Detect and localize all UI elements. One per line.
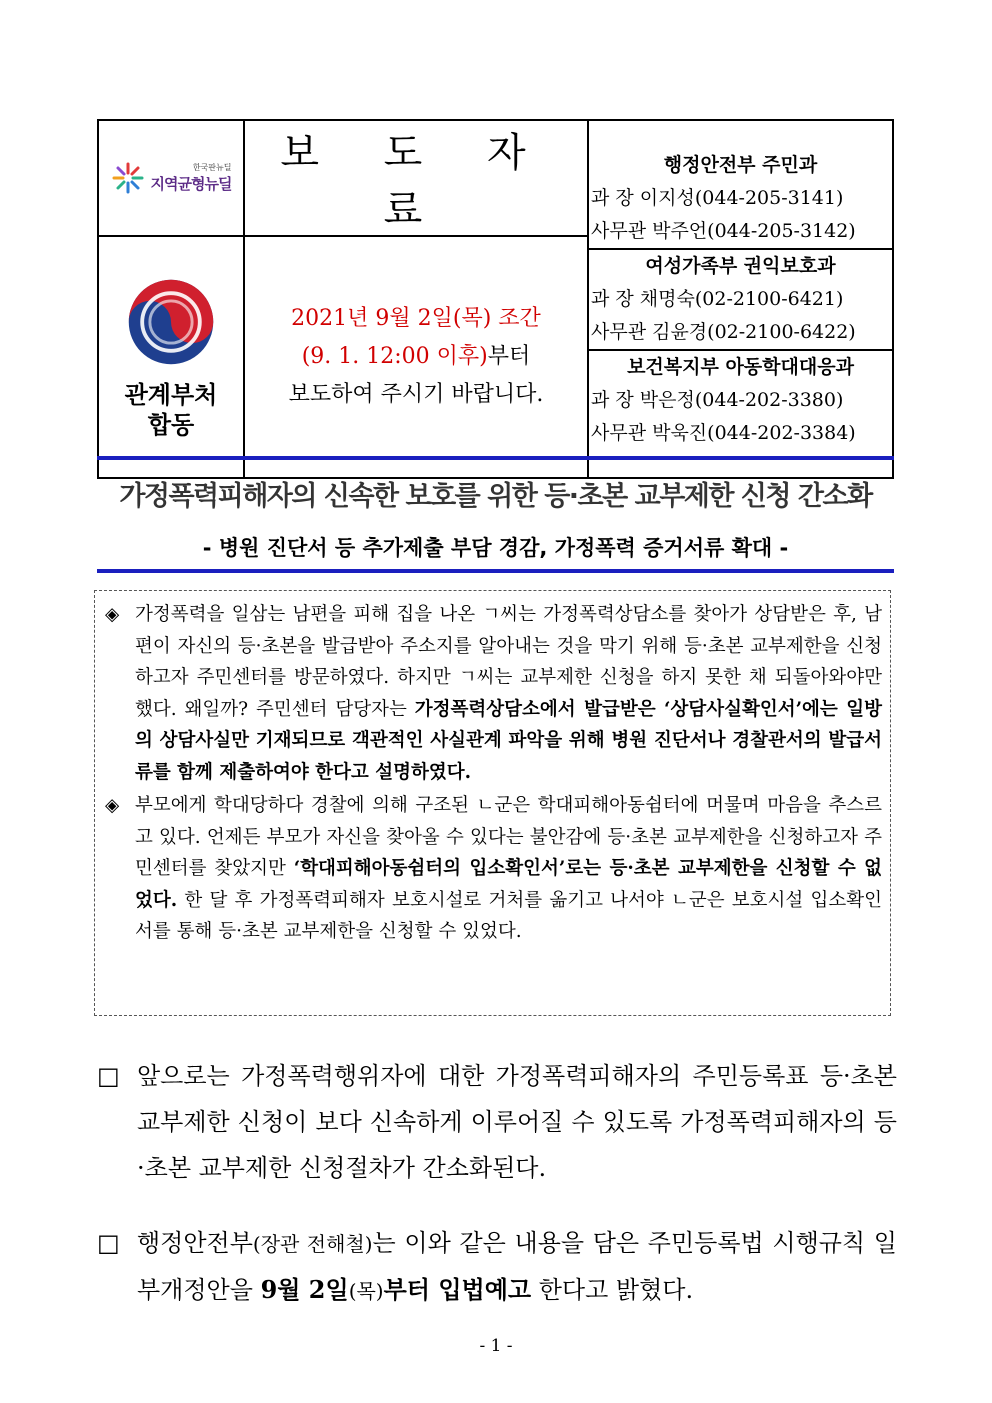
notice-weekday: (목) [348, 1279, 384, 1303]
headline-bottom-rule [97, 569, 894, 573]
subheadline: - 병원 진단서 등 추가제출 부담 경감, 가정폭력 증거서류 확대 - [202, 536, 789, 560]
headline-top-rule [97, 456, 894, 460]
case-example-2 [105, 790, 882, 948]
contact-line: 사무관 박주언(044-205-3142) [591, 219, 856, 242]
government-emblem-icon [123, 274, 219, 370]
embargo-time [245, 338, 587, 376]
logo-subtext: 한국판뉴딜 [192, 163, 232, 172]
new-deal-star-icon [111, 161, 145, 195]
case1-bold-text: 가정폭력상담소에서 발급받은 ‘상담사실확인서’에는 일방의 상담사실만 기재되므로 객관적인 사실관계 파악을 위해 병원 진단서나 경찰관서의 발급서류를 함께 제출하여야 한다고 설명하였다. [135, 698, 882, 783]
contact-line: 사무관 박욱진(044-202-3384) [591, 421, 856, 444]
embargo-notice [244, 236, 588, 478]
case2-bold-text: ‘학대피해아동쉼터의 입소확인서’로는 등·초본 교부제한을 신청할 수 없었다. [135, 858, 883, 911]
contact-block-mohw [589, 349, 892, 450]
contact-dept: 여성가족부 권익보호과 [645, 254, 836, 277]
square-bullet-icon: □ [97, 1229, 120, 1257]
contact-block-mogef [589, 248, 892, 349]
balanced-new-deal-logo [98, 120, 244, 236]
legislative-notice: 부터 입법예고 [383, 1275, 532, 1304]
embargo-time-red: (9. 1. 12:00 이후) [301, 344, 488, 369]
headline: 가정폭력피해자의 신속한 보호를 위한 등·초본 교부제한 신청 간소화 [119, 481, 872, 512]
logo-text: 지역균형뉴딜 [150, 175, 232, 193]
case-example-1 [105, 599, 882, 788]
paragraph-1-text: 앞으로는 가정폭력행위자에 대한 가정폭력피해자의 주민등록표 등·초본 교부제한 신청이 보다 신속하게 이루어질 수 있도록 가정폭력피해자의 등·초본 교부제한 신청절차가 간소화된다. [137, 1062, 897, 1182]
government-emblem-cell [98, 236, 244, 478]
contact-block-mois [589, 149, 892, 248]
paragraph-2-body: 는 이와 같은 내용을 담은 주민등록법 시행규칙 일부개정안을 [137, 1229, 897, 1304]
contacts-cell [588, 120, 893, 478]
diamond-bullet-icon: ◈ [105, 795, 120, 816]
embargo-time-suffix: 부터 [487, 344, 531, 369]
press-header-table [97, 119, 894, 479]
paragraph-2-ending: 한다고 밝혔다. [531, 1276, 694, 1304]
square-bullet-icon: □ [97, 1062, 120, 1090]
contact-line: 사무관 김윤경(02-2100-6422) [591, 320, 856, 343]
contact-line: 과 장 박은정(044-202-3380) [591, 388, 844, 411]
case-examples-box [94, 590, 891, 1016]
press-release-title: 보 도 자 료 [244, 120, 588, 236]
contact-dept: 보건복지부 아동학대대응과 [627, 355, 854, 378]
embargo-request: 보도하여 주시기 바랍니다. [288, 382, 544, 407]
diamond-bullet-icon: ◈ [105, 604, 120, 625]
body-paragraph-2 [97, 1220, 897, 1314]
contact-line: 과 장 채명숙(02-2100-6421) [591, 287, 844, 310]
paragraph-2-text [137, 1220, 897, 1314]
case1-text: 가정폭력을 일삼는 남편을 피해 집을 나온 ㄱ씨는 가정폭력상담소를 찾아가 상담받은 후, 남편이 자신의 등·초본을 발급받아 주소지를 알아내는 것을 막기 위해 등·초본 교부제한을 신청하고자 주민센터를 방문하였다. 하지만 ㄱ씨는 교부제한 신청을 하지 못한 채 되돌아와야만 했다. 왜일까? 주민센터 담당자는 [135, 604, 882, 720]
minister-name: (장관 전해철) [252, 1232, 373, 1256]
joint-label: 합동 [147, 411, 195, 439]
embargo-date: 2021년 9월 2일(목) 조간 [291, 306, 541, 331]
case2-tail-text: 한 달 후 가정폭력피해자 보호시설로 거처를 옮기고 나서야 ㄴ군은 보호시설 입소확인서를 통해 등·초본 교부제한을 신청할 수 있었다. [135, 889, 882, 942]
notice-date: 9월 2일 [260, 1275, 349, 1304]
ministry-name: 행정안전부 [137, 1229, 253, 1257]
case2-text: 부모에게 학대당하다 경찰에 의해 구조된 ㄴ군은 학대피해아동쉼터에 머물며 마음을 추스르고 있다. 언제든 부모가 자신을 찾아올 수 있다는 불안감에 등·초본 교부제한을 신청하고자 주민센터를 찾았지만 [135, 795, 882, 879]
contact-dept: 행정안전부 주민과 [663, 153, 818, 176]
body-paragraph-1 [97, 1053, 897, 1191]
joint-ministries-label: 관계부처 [124, 381, 218, 409]
contact-line: 과 장 이지성(044-205-3141) [591, 186, 844, 209]
page-number: - 1 - [479, 1336, 513, 1356]
